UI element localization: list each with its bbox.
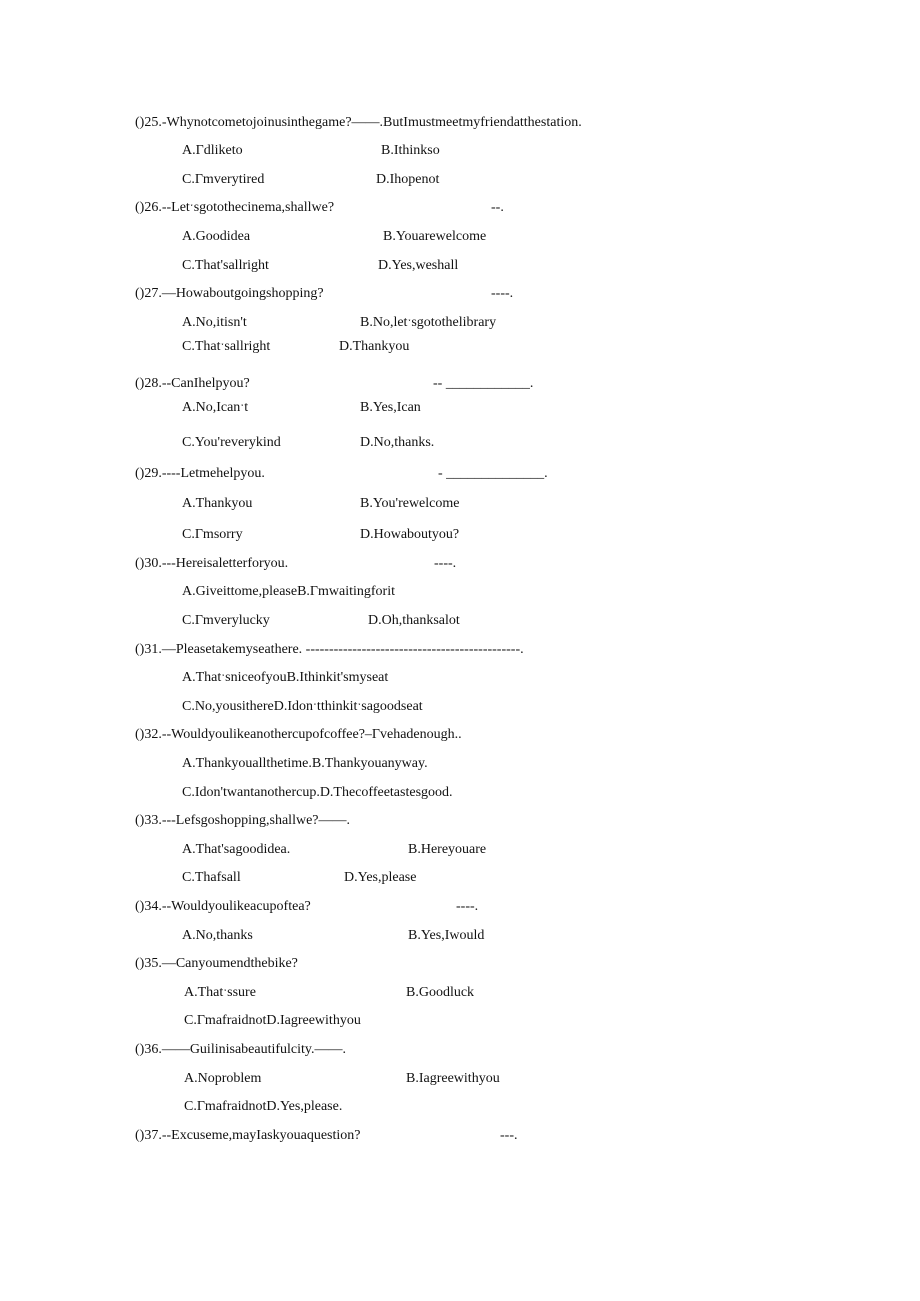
option-31-cd: C.No,yousithereD.Idonˑtthinkitˑsagoodseat xyxy=(182,699,423,714)
answer-blank-34: ----. xyxy=(456,899,479,914)
option-33-c: C.Thafsall xyxy=(182,870,241,885)
question-27: ()27.—Howaboutgoingshopping? xyxy=(135,286,324,301)
option-28-c: C.You'reverykind xyxy=(182,435,281,450)
option-36-cd: C.ГmafraidnotD.Yes,please. xyxy=(184,1099,343,1114)
option-34-b: B.Yes,Iwould xyxy=(408,928,485,943)
answer-blank-27: ----. xyxy=(491,286,514,301)
question-36: ()36.——Guilinisabeautifulcity.——. xyxy=(135,1042,346,1057)
option-36-a: A.Noproblem xyxy=(184,1071,262,1086)
question-28: ()28.--CanIhelpyou? xyxy=(135,376,250,391)
option-25-d: D.Ihopenot xyxy=(376,172,440,187)
answer-blank-28: -- ____________. xyxy=(433,376,534,391)
question-29: ()29.----Letmehelpyou. xyxy=(135,466,265,481)
option-30-c: C.Гmverylucky xyxy=(182,613,270,628)
option-35-a: A.Thatˑssure xyxy=(184,985,256,1000)
question-33: ()33.---Lefsgoshopping,shallwe?——. xyxy=(135,813,351,828)
option-27-d: D.Thankyou xyxy=(339,339,410,354)
question-26: ()26.--Letˑsgotothecinema,shallwe? xyxy=(135,200,335,215)
option-32-ab: A.Thankyouallthetime.B.Thankyouanyway. xyxy=(182,756,428,771)
option-28-b: B.Yes,Ican xyxy=(360,400,421,415)
question-34: ()34.--Wouldyoulikeacupoftea? xyxy=(135,899,311,914)
answer-blank-29: - ______________. xyxy=(438,466,548,481)
answer-blank-26: --. xyxy=(491,200,504,215)
option-35-b: B.Goodluck xyxy=(406,985,475,1000)
option-36-b: B.Iagreewithyou xyxy=(406,1071,500,1086)
question-30: ()30.---Hereisaletterforyou. xyxy=(135,556,289,571)
question-25: ()25.-Whynotcometojoinusinthegame?——.ButImustmeetmyfriendatthestation. xyxy=(135,115,582,130)
option-33-b: B.Hereyouare xyxy=(408,842,487,857)
question-31: ()31.—Pleasetakemyseathere. ----------------------------------------------. xyxy=(135,642,524,657)
option-30-ab: A.Giveittome,pleaseB.Гmwaitingforit xyxy=(182,584,395,599)
question-32: ()32.--Wouldyoulikeanothercupofcoffee?–Гvehadenough.. xyxy=(135,727,462,742)
option-33-a: A.That'sagoodidea. xyxy=(182,842,291,857)
option-25-a: A.Гdliketo xyxy=(182,143,243,158)
option-28-a: A.No,Icanˑt xyxy=(182,400,249,415)
option-25-c: C.Гmverytired xyxy=(182,172,265,187)
option-29-d: D.Howaboutyou? xyxy=(360,527,460,542)
option-32-cd: C.Idon'twantanothercup.D.Thecoffeetastesgood. xyxy=(182,785,453,800)
option-34-a: A.No,thanks xyxy=(182,928,253,943)
option-33-d: D.Yes,please xyxy=(344,870,417,885)
answer-blank-37: ---. xyxy=(500,1128,518,1143)
option-28-d: D.No,thanks. xyxy=(360,435,435,450)
option-29-a: A.Thankyou xyxy=(182,496,253,511)
option-26-c: C.That'sallright xyxy=(182,258,269,273)
option-31-ab: A.ThatˑsniceofyouB.Ithinkit'smyseat xyxy=(182,670,389,685)
option-29-c: C.Гmsorry xyxy=(182,527,243,542)
option-26-b: B.Youarewelcome xyxy=(383,229,487,244)
option-26-d: D.Yes,weshall xyxy=(378,258,459,273)
option-27-c: C.Thatˑsallright xyxy=(182,339,271,354)
question-35: ()35.—Canyoumendthebike? xyxy=(135,956,298,971)
option-27-a: A.No,itisn't xyxy=(182,315,247,330)
question-37: ()37.--Excuseme,mayIaskyouaquestion? xyxy=(135,1128,361,1143)
option-26-a: A.Goodidea xyxy=(182,229,251,244)
option-30-d: D.Oh,thanksalot xyxy=(368,613,460,628)
option-29-b: B.You'rewelcome xyxy=(360,496,460,511)
answer-blank-30: ----. xyxy=(434,556,457,571)
option-25-b: B.Ithinkso xyxy=(381,143,440,158)
option-35-cd: C.ГmafraidnotD.Iagreewithyou xyxy=(184,1013,361,1028)
option-27-b: B.No,letˑsgotothelibrary xyxy=(360,315,497,330)
